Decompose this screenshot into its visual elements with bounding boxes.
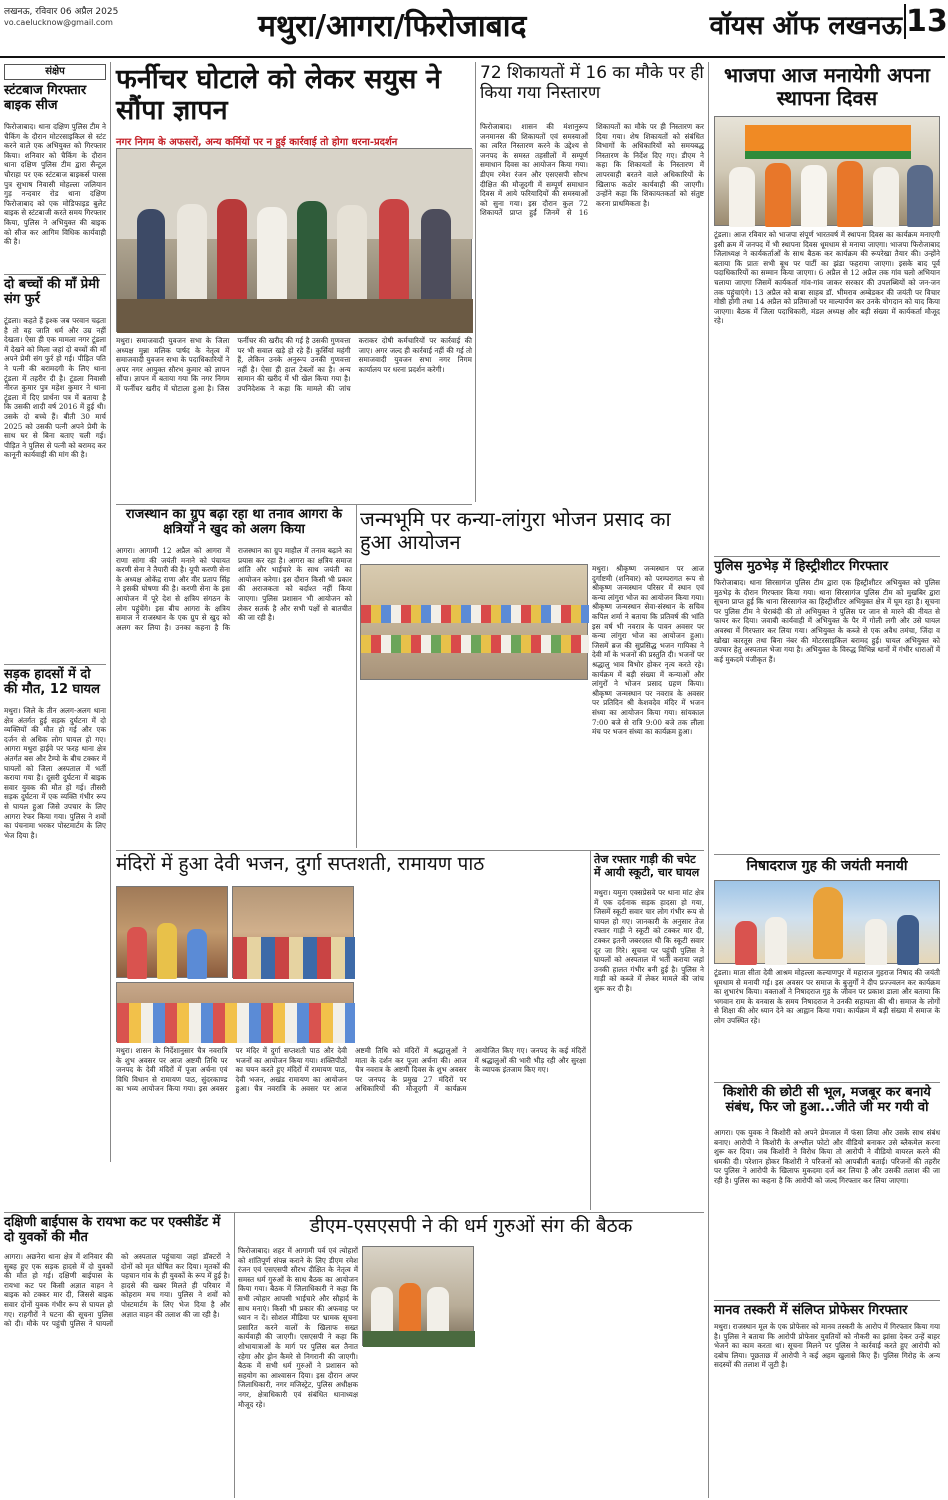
kishori-body: आगरा। एक युवक ने किशोरी को अपने प्रेमजाल में फंसा लिया और उसके साथ संबंध बनाए। आरोपी ने किशोरी के अश्लील फोटो और वीडियो बनाकर उसे ब्लैकमेल करना शुरू कर दिया। जब किशोरी ने विरोध किया तो आरोपी ने वीडियो वायरल करने की धमकी दी। परेशान होकर किशोरी ने परिजनों को आपबीती बताई। परिजनों की तहरीर पर पुलिस ने आरोपी के खिलाफ मुकदमा दर्ज कर लिया है और उसकी तलाश की जा रही है। पुलिस का कहना है कि आरोपी को जल्द गिरफ्तार कर लिया जाएगा। xyxy=(714,1128,940,1185)
lead-subhead: नगर निगम के अफसरों, अन्य कर्मियों पर न हुई कार्रवाई तो होगा धरना-प्रदर्शन xyxy=(116,137,398,148)
photo-person xyxy=(907,165,933,227)
masthead-date: लखनऊ, रविवार 06 अप्रैल 2025 xyxy=(4,7,119,17)
photo-row xyxy=(361,605,589,623)
lead-photo xyxy=(116,148,472,332)
photo-person xyxy=(157,923,177,979)
story3-headline: सड़क हादसों में दो की मौत, 12 घायल xyxy=(4,667,100,697)
photo-row xyxy=(117,1003,355,1043)
photo-row xyxy=(361,635,589,653)
photo-wall xyxy=(117,149,473,239)
accident-body: मथुरा। यमुना एक्सप्रेसवे पर थाना मांट क्षेत्र में एक दर्दनाक सड़क हादसा हो गया, जिसमें स्कूटी सवार चार लोग गंभीर रूप से घायल हो गए। जानकारी के अनुसार तेज रफ्तार गाड़ी ने स्कूटी को टक्कर मार दी, टक्कर इतनी जबरदस्त थी कि स्कूटी सवार दूर जा गिरे। सूचना पर पहुंची पुलिस ने घायलों को अस्पताल में भर्ती कराया जहां उनकी हालत गंभीर बनी हुई है। पुलिस ने गाड़ी को कब्जे में लेकर मामले की जांच शुरू कर दी है। xyxy=(594,888,704,993)
nishadraj-body: टूंडला। माता सीता देवी आश्रम मोहल्ला कल्याणपुर में महाराज गुहराज निषाद की जयंती धूमधाम से मनायी गई। इस अवसर पर समाज के बुजुर्गों ने दीप प्रज्ज्वलन कर कार्यक्रम का शुभारंभ किया। वक्ताओं ने निषादराज गुह के जीवन पर प्रकाश डाला और बताया कि भगवान राम के वनवास के समय निषादराज ने उनकी सहायता की थी। समाज के लोगों से शिक्षा की ओर ध्यान देने का आह्वान किया गया। कार्यक्रम में बड़ी संख्या में समाज के लोग उपस्थित रहे। xyxy=(714,968,940,1025)
history-sheeter-headline: पुलिस मुठभेड़ में हिस्ट्रीशीटर गिरफ्तार xyxy=(714,559,889,574)
kanya-body: मथुरा। श्रीकृष्ण जन्मस्थान पर आज दुर्गाष्टमी (शनिवार) को परम्परागत रूप से श्रीकृष्ण जन्मस्थान परिसर में स्थान एवं कन्या लांगुरा भोज का आयोजन किया गया। श्रीकृष्ण जन्मस्थान सेवा-संस्थान के सचिव कपिल शर्मा ने बताया कि प्रतिवर्ष की भांति इस वर्ष भी नवरात्र के पावन अवसर पर कन्या लांगुरा भोज का आयोजन हुआ। जिसमें ब्रज की सुप्रसिद्ध भजन गायिका ने देवी माँ के भजनों की प्रस्तुति दी। भजनों पर श्रद्धालु भाव विभोर होकर नृत्य करते रहे। कार्यक्रम में बड़ी संख्या में कन्याओं और लांगुरों ने भोजन प्रसाद ग्रहण किया। श्रीकृष्ण जन्मस्थान पर नवरात्र के अवसर पर प्रतिदिन श्री केशवदेव मंदिर में भजन संध्या का आयोजन किया गया। सांयकाल 7:00 बजे से रात्रि 9:00 बजे तक लीला मंच पर भजन संध्या का कार्यक्रम हुआ। xyxy=(592,564,704,737)
bjp-headline: भाजपा आज मनायेगी अपना स्थापना दिवस xyxy=(724,63,930,110)
dm-meeting-body-3 xyxy=(362,1350,474,1496)
photo-person xyxy=(729,167,755,227)
dm-meeting-headline: डीएम-एसएसपी ने की धर्म गुरुओं संग की बैठक xyxy=(309,1215,633,1237)
col-rule-4 xyxy=(356,504,357,848)
story2-body: टूंडला। कहते हैं इश्क जब परवान चढ़ता है तो वह जाति धर्म और उम्र नहीं देखता। ऐसा ही एक मामला नगर टूंडला में देखने को मिला जहां दो बच्चों की माँ अपने प्रेमी संग फुर्र हो गई। पीड़ित पति ने पत्नी की बरामदगी के लिए थाना टूंडला में तहरीर दी है। टूंडला निवासी नीरज कुमार पुत्र महेश कुमार ने थाना टूंडला में दिए प्रार्थना पत्र में बताया है कि उसकी शादी वर्ष 2016 में हुई थी। उसके दो बच्चे हैं। बीती 30 मार्च 2025 को उसकी पत्नी अपने प्रेमी के साथ घर से बिना बताए चली गई। पीड़ित ने पुलिस से पत्नी को बरामद कर कानूनी कार्यवाही की मांग की है। xyxy=(4,316,106,460)
photo-person xyxy=(897,915,919,965)
lead-rule xyxy=(116,504,472,505)
bjp-body: टूंडला। आज रविवार को भाजपा संपूर्ण भारतवर्ष में स्थापना दिवस का कार्यक्रम मनाएगी इसी क्रम में जनपद में भी स्थापना दिवस धूमधाम से मनाया जाएगा। भाजपा फिरोजाबाद जिलाध्यक्ष ने कार्यकर्ताओं के साथ बैठक कर कार्यक्रम की रूपरेखा तैयार की। उन्होंने बताया कि प्रातः सभी बूथ पर पार्टी का झंडा फहराया जाएगा। इसके बाद पूर्व पदाधिकारियों का सम्मान किया जाएगा। 6 अप्रैल से 12 अप्रैल तक गांव चलो अभियान चलाया जाएगा जिसमें कार्यकर्ता गांव-गांव जाकर सरकार की उपलब्धियों को जन-जन तक पहुंचाएंगे। 13 अप्रैल को बाबा साहब डॉ. भीमराव अम्बेडकर की जयंती पर विचार गोष्ठी होगी तथा 14 अप्रैल को प्रतिमाओं पर माल्यार्पण कर उनके योगदान को याद किया जाएगा। बैठक में जिला पदाधिकारी, मंडल अध्यक्ष और बड़ी संख्या में कार्यकर्ता मौजूद रहे। xyxy=(714,230,940,326)
masthead xyxy=(0,0,948,62)
history-sheeter-body: फिरोजाबाद। थाना सिरसागंज पुलिस टीम द्वारा एक हिस्ट्रीशीटर अभियुक्त को पुलिस मुठभेड़ के दौरान गिरफ्तार किया गया। थाना सिरसागंज पुलिस टीम को मुखबिर द्वारा सूचना प्राप्त हुई कि थाना सिरसागंज का हिस्ट्रीशीटर अभियुक्त क्षेत्र में घूम रहा है। सूचना पर पुलिस टीम ने घेराबंदी की तो अभियुक्त ने पुलिस पर जान से मारने की नीयत से फायर कर दिया। जवाबी कार्यवाही में अभियुक्त के पैर में गोली लगी और उसे घायल अवस्था में गिरफ्तार कर लिया गया। अभियुक्त के कब्जे से एक अवैध तमंचा, जिंदा व खोखा कारतूस तथा बिना नंबर की मोटरसाइकिल बरामद हुई। घायल अभियुक्त को उपचार हेतु अस्पताल भेजा गया है। अभियुक्त के विरुद्ध विभिन्न थानों में गंभीर धाराओं में कई मुकदमे पंजीकृत हैं। xyxy=(714,578,940,664)
temples-body-side xyxy=(358,886,586,1042)
left-rule-2 xyxy=(4,664,106,665)
bypass-headline: दक्षिणी बाईपास के रायभा कट पर एक्सीडेंट में दो युवकों की मौत xyxy=(4,1215,221,1245)
photo-statue xyxy=(813,887,843,959)
photo-person xyxy=(187,929,207,979)
dm-meeting-body-2 xyxy=(478,1246,704,1496)
col-rule-6 xyxy=(234,1212,235,1498)
col-rule-2 xyxy=(475,62,476,502)
photo-person xyxy=(427,1287,449,1337)
photo-person xyxy=(765,917,787,965)
kanya-headline: जन्मभूमि पर कन्या-लांगुरा भोजन प्रसाद का हुआ आयोजन xyxy=(360,507,671,554)
masthead-email: vo.caelucknow@gmail.com xyxy=(4,18,113,27)
complaints-headline: 72 शिकायतों में 16 का मौके पर ही किया गया निस्तारण xyxy=(480,63,704,103)
photo-person xyxy=(371,1287,393,1337)
masthead-rule xyxy=(0,56,945,58)
story1-body: फिरोजाबाद। थाना दक्षिण पुलिस टीम ने चैकिंग के दौरान मोटरसाइकिल से स्टंट करने वाले एक अभियुक्त को गिरफ्तार किया। शनिवार को चैकिंग के दौरान थाना दक्षिण पुलिस टीम द्वारा सैन्टूल चौराहा पर एक स्टंटबाज बाइकर्स पारस पुत्र सुभाष निवासी मोहल्ला जलियान गुड़ नन्दवार रोड थाना दक्षिण फिरोजाबाद को एक मोडिफाइड बुलेट बाइक से स्टंटबाजी करते समय गिरफ्तार किया, पुलिस ने अभियुक्त की बाइक को सीज कर आगिम विधिक कार्यवाही की है। xyxy=(4,122,107,247)
temples-photo-2 xyxy=(232,886,354,978)
wall-body: आगरा। आगामी 12 अप्रैल को आगरा में राणा सांगा की जयंती मनाने को पंचायत करणी सेना ने तैयारी की है। यूपी करणी सेना के अध्यक्ष ओकेंद्र राणा और वीर प्रताप सिंह ने इसकी घोषणा की है। करणी सेना के इस आयोजन में पूरे देश से क्षत्रिय संगठन के लोग पहुंचेंगे। इस बीच आगरा के क्षत्रिय समाज ने राजस्थान के एक ग्रुप से खुद को अलग कर लिया है। उनका कहना है कि राजस्थान का ग्रुप माहौल में तनाव बढ़ाने का प्रयास कर रहा है। आगरा का क्षत्रिय समाज शांति और भाईचारे के साथ जयंती का आयोजन करेगा। इस दौरान किसी भी प्रकार की अराजकता को बर्दाश्त नहीं किया जाएगा। पुलिस प्रशासन भी आयोजन को लेकर सतर्क है और सभी पक्षों से बातचीत की जा रही है। xyxy=(116,546,352,632)
left-rule-1 xyxy=(4,274,106,275)
mid-rule-1 xyxy=(116,850,704,851)
photo-person xyxy=(127,927,147,979)
professor-body: मथुरा। राजस्थान मूल के एक प्रोफेसर को मानव तस्करी के आरोप में गिरफ्तार किया गया है। पुलिस ने बताया कि आरोपी प्रोफेसर युवतियों को नौकरी का झांसा देकर उन्हें बाहर भेजने का काम करता था। सूचना मिलने पर पुलिस ने कार्रवाई करते हुए आरोपी को दबोच लिया। पूछताछ में आरोपी ने कई अहम खुलासे किए हैं। पुलिस गिरोह के अन्य सदस्यों की तलाश में जुटी है। xyxy=(714,1322,940,1370)
lead-body: मथुरा। समाजवादी युवजन सभा के जिला अध्यक्ष मुन्ना मलिक पार्षद के नेतृत्व में समाजवादी युवजन सभा के पदाधिकारियों ने अपर नगर आयुक्त सौरभ कुमार को ज्ञापन सौंपा। ज्ञापन में बताया गया कि नगर निगम में फर्नीचर खरीद में घोटाला हुआ है। जिस फर्नीचर की खरीद की गई है उसकी गुणवत्ता पर भी सवाल खड़े हो रहे हैं। कुर्सियां महंगी हैं, लेकिन उनके अनुरूप उनकी गुणवत्ता नहीं है। ऐसा ही हाल टेबलों का है। अन्य सामान की खरीद में भी खेल किया गया है। उपनिदेशक ने कहा कि मामले की जांच कराकर दोषी कर्मचारियों पर कार्रवाई की जाए। अगर जल्द ही कार्रवाई नहीं की गई तो समाजवादी युवजन सभा नगर निगम कार्यालय पर धरना प्रदर्शन करेगी। xyxy=(116,336,472,393)
kishori-headline: किशोरी की छोटी सी भूल, मजबूर कर बनाये संबंध, फिर जो हुआ...जीते जी मर गयी वो xyxy=(723,1085,931,1115)
bypass-body: आगरा। अछनेरा थाना क्षेत्र में शनिवार की सुबह हुए एक सड़क हादसे में दो युवकों की मौत हो गई। दक्षिणी बाईपास के रायभा कट पर किसी अज्ञात वाहन ने बाइक को टक्कर मार दी, जिससे बाइक सवार दोनों युवक गंभीर रूप से घायल हो गए। राहगीरों ने घटना की सूचना पुलिस को दी। मौके पर पहुंची पुलिस ने घायलों को अस्पताल पहुंचाया जहां डॉक्टरों ने दोनों को मृत घोषित कर दिया। मृतकों की पहचान गांव के ही युवकों के रूप में हुई है। हादसे की खबर मिलते ही परिवार में कोहराम मच गया। पुलिस ने शवों को पोस्टमार्टम के लिए भेज दिया है और अज्ञात वाहन की तलाश की जा रही है। xyxy=(4,1252,230,1329)
photo-banner xyxy=(745,125,911,151)
photo-person xyxy=(865,919,887,965)
professor-headline: मानव तस्करी में संलिप्त प्रोफेसर गिरफ्तार xyxy=(714,1303,908,1318)
photo-person xyxy=(873,167,899,227)
photo-person xyxy=(399,1283,421,1337)
wall-headline: राजस्थान का ग्रुप बढ़ा रहा था तनाव आगरा के क्षत्रियों ने खुद को अलग किया xyxy=(125,507,343,537)
accident-headline: तेज रफ्तार गाड़ी की चपेट में आयी स्कूटी, चार घायल xyxy=(594,853,700,879)
col-rule-1 xyxy=(110,62,111,1162)
temples-body: मथुरा। शासन के निर्देशानुसार चैत्र नवरात्रि के शुभ अवसर पर आज अष्टमी तिथि पर जनपद के देवी मंदिरों में पूजा अर्चना एवं विधि विधान से रामायण पाठ, सुंदरकाण्ड का भव्य आयोजन किया गया। इस अवसर पर मंदिर में दुर्गा सप्तशती पाठ और देवी भजनों का आयोजन किया गया। शक्तिपीठों का चयन करते हुए मंदिरों में रामायण पाठ, देवी भजन, अखंड रामायण का आयोजन हुआ। चैत्र नवरात्रि के अवसर पर आज अष्टमी तिथि को मंदिरों में श्रद्धालुओं ने माता के दर्शन कर पूजा अर्चना की। आज चैत्र नवरात्र के अष्टमी दिवस के शुभ अवसर पर जनपद के प्रमुख 27 मंदिरों पर अधिकारियों की मौजूदगी में कार्यक्रम आयोजित किए गए। जनपद के कई मंदिरों में श्रद्धालुओं की भारी भीड़ रही और सुरक्षा के व्यापक इंतजाम किए गए। xyxy=(116,1046,586,1094)
nishadraj-photo xyxy=(714,880,940,964)
right-rule-4 xyxy=(714,1300,940,1301)
story3-body: मथुरा। जिले के तीन अलग-अलग थाना क्षेत्र अंतर्गत हुई सड़क दुर्घटना में दो व्यक्तियों की मौत हो गई और एक दर्जन से अधिक लोग घायल हो गए। आगरा मथुरा हाईवे पर फरह थाना क्षेत्र अंतर्गत बस और टैम्पो के बीच टक्कर में घायलों को जिला अस्पताल में भर्ती कराया गया है। दूसरी दुर्घटना में बाइक सवार युवक की मौत हो गई। तीसरी सड़क दुर्घटना में एक व्यक्ति गंभीर रूप से घायल हुआ जिसे उपचार के लिए आगरा रेफर किया गया। पुलिस ने शवों का पंचनामा भरकर पोस्टमार्टम के लिए भेज दिया है। xyxy=(4,706,106,840)
col-rule-5 xyxy=(590,850,591,1210)
photo-person xyxy=(765,163,791,227)
photo-person xyxy=(837,161,863,227)
temples-headline: मंदिरों में हुआ देवी भजन, दुर्गा सप्तशती, रामायण पाठ xyxy=(116,853,485,875)
photo-person xyxy=(735,921,757,965)
story1-headline: स्टंटबाज गिरफ्तार बाइक सीज xyxy=(4,83,87,113)
col-rule-3 xyxy=(708,62,709,1498)
photo-desk xyxy=(117,299,473,333)
dm-meeting-body: फिरोजाबाद। शहर में आगामी पर्व एवं त्योहारों को शांतिपूर्ण संपन्न कराने के लिए डीएम रमेश रंजन एवं एसएसपी सौरभ दीक्षित के नेतृत्व में समस्त धर्म गुरुओं के साथ बैठक का आयोजन किया गया। बैठक में जिलाधिकारी ने कहा कि सभी त्योहार आपसी भाईचारे और सौहार्द के साथ मनाएं। किसी भी प्रकार की अफवाह पर ध्यान न दें। सोशल मीडिया पर भ्रामक सूचना प्रसारित करने वालों के खिलाफ सख्त कार्यवाही की जाएगी। एसएसपी ने कहा कि शोभायात्राओं के मार्ग पर पुलिस बल तैनात रहेगा और ड्रोन कैमरे से निगरानी की जाएगी। बैठक में सभी धर्म गुरुओं ने प्रशासन को सहयोग का आश्वासन दिया। इस दौरान अपर जिलाधिकारी, नगर मजिस्ट्रेट, पुलिस अधीक्षक नगर, क्षेत्राधिकारी एवं संबंधित थानाध्यक्ष मौजूद रहे। xyxy=(238,1246,358,1409)
photo-table xyxy=(363,1331,475,1347)
story2-headline: दो बच्चों की माँ प्रेमी संग फुर्र xyxy=(4,277,100,307)
complaints-body: फिरोजाबाद। शासन की मंशानुरूप जनमानस की शिकायतों एवं समस्याओं का त्वरित निस्तारण करने के उद्देश्य से जनपद के समस्त तहसीलों में सम्पूर्ण समाधान दिवस का आयोजन किया गया। डीएम रमेश रंजन और एसएसपी सौरभ दीक्षित की मौजूदगी में सम्पूर्ण समाधान दिवस में आये फरियादियों की समस्याओं को सुना गया। इस दौरान कुल 72 शिकायतें प्राप्त हुईं जिनमें से 16 शिकायतों का मौके पर ही निस्तारण कर दिया गया। शेष शिकायतों को संबंधित विभागों के अधिकारियों को समयबद्ध निस्तारण के निर्देश दिए गए। डीएम ने कहा कि शिकायतों के निस्तारण में लापरवाही बरतने वाले अधिकारियों के खिलाफ कठोर कार्यवाही की जाएगी। उन्होंने कहा कि शिकायतकर्ता को संतुष्ट करना प्राथमिकता है। xyxy=(480,122,704,218)
kanya-photo xyxy=(360,564,588,680)
page-number: 13 xyxy=(906,4,948,39)
lead-headline: फर्नीचर घोटाले को लेकर सयुस ने सौंपा ज्ञापन xyxy=(116,64,441,127)
mid-rule-2 xyxy=(4,1212,704,1213)
photo-banner-stripe xyxy=(745,151,911,159)
bjp-photo xyxy=(714,116,940,226)
photo-person xyxy=(801,165,827,227)
nishadraj-headline: निषादराज गुह की जयंती मनायी xyxy=(746,858,908,874)
right-rule-3 xyxy=(714,1082,940,1083)
right-rule-1 xyxy=(714,556,940,557)
masthead-brand: वॉयस ऑफ लखनऊ xyxy=(709,11,902,41)
temples-photo-1 xyxy=(116,886,228,978)
temples-photo-3 xyxy=(116,982,354,1042)
dm-meeting-photo xyxy=(362,1246,474,1346)
photo-row xyxy=(233,937,355,979)
right-rule-2 xyxy=(714,854,940,855)
kanya-body-lower xyxy=(360,684,588,846)
brief-label: संक्षेप xyxy=(4,64,106,80)
masthead-section: मथुरा/आगरा/फिरोजाबाद xyxy=(258,9,527,44)
